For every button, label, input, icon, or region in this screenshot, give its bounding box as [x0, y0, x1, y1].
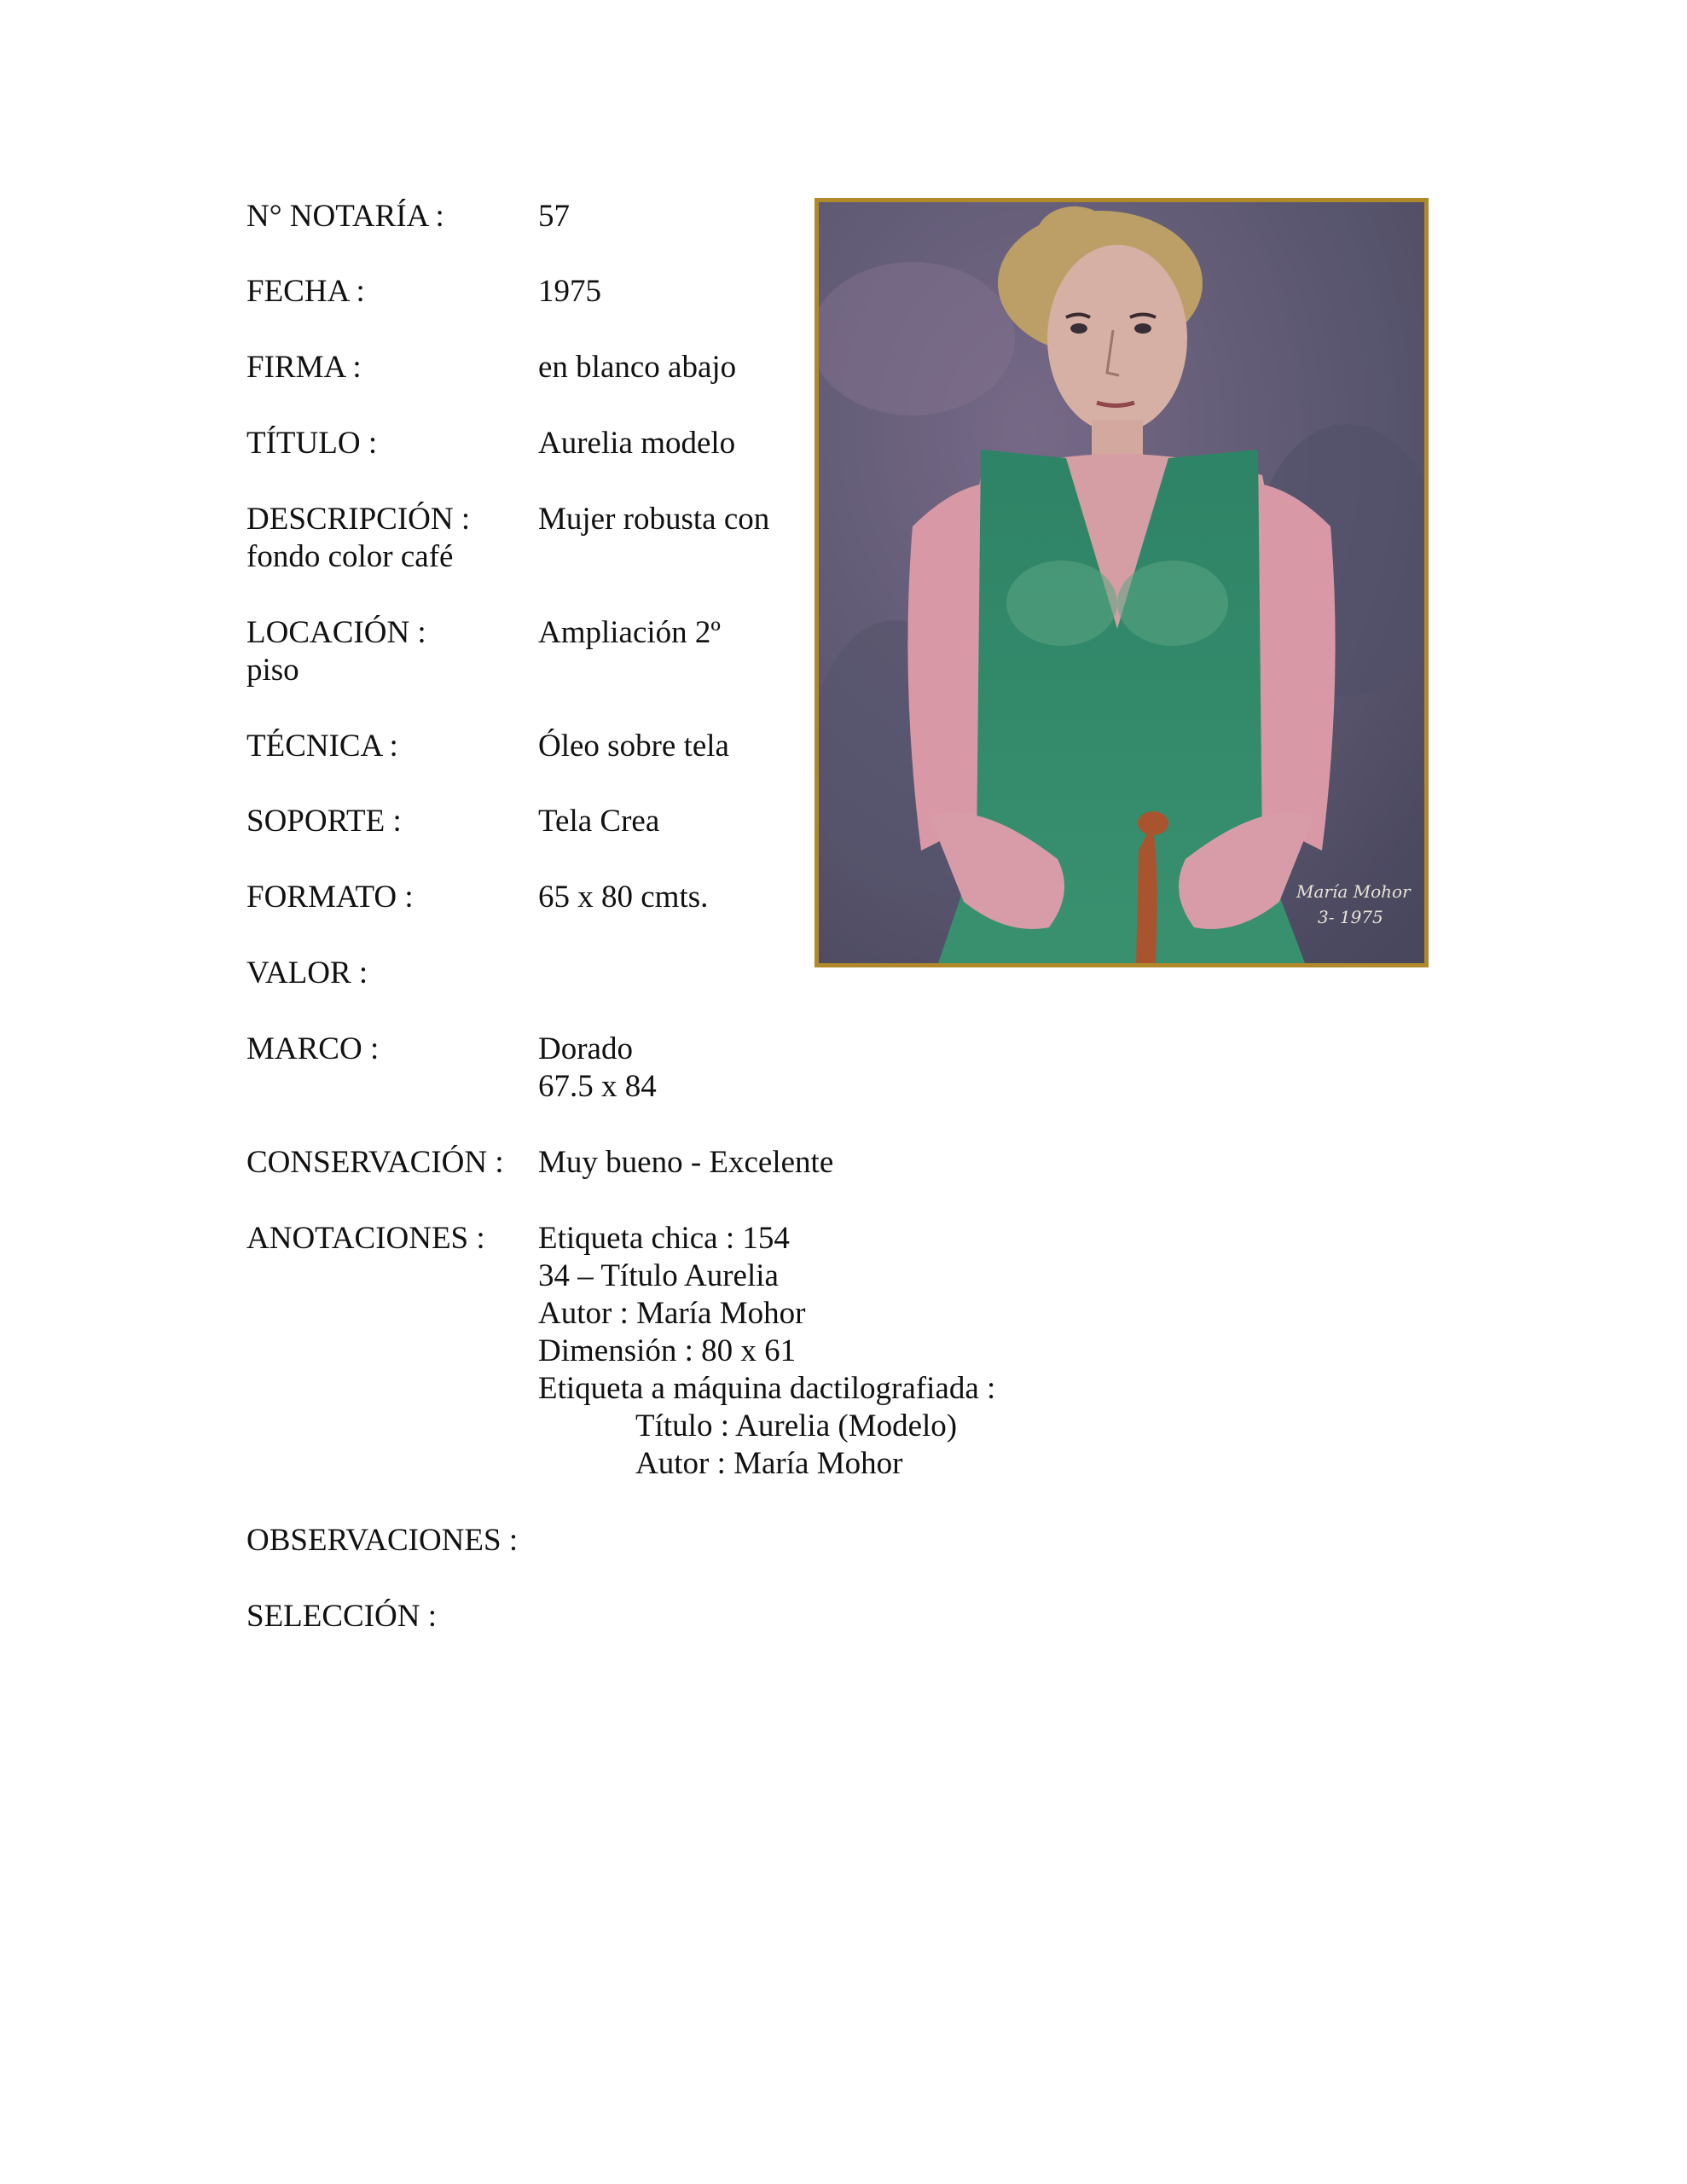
- field-value: Mujer robusta con: [538, 502, 770, 537]
- field-value: en blanco abajo: [538, 350, 737, 385]
- field-label: TÍTULO :: [246, 426, 378, 461]
- value-line: Etiqueta chica : 154: [538, 1221, 790, 1256]
- field-value: 65 x 80 cmts.: [538, 880, 709, 915]
- field-label: ANOTACIONES :: [246, 1221, 485, 1256]
- field-label: TÉCNICA :: [246, 729, 398, 764]
- field-value: [538, 1220, 995, 1483]
- field-value: Ampliación 2º: [538, 615, 721, 650]
- value-line: Etiqueta a máquina dactilografiada :: [538, 1371, 996, 1406]
- field-label: CONSERVACIÓN :: [246, 1145, 504, 1180]
- field-value: Muy bueno - Excelente: [538, 1145, 834, 1180]
- field-label: MARCO :: [246, 1031, 380, 1066]
- value-line-indented: Título : Aurelia (Modelo): [635, 1409, 958, 1443]
- field-value: [538, 1031, 657, 1106]
- field-label: SELECCIÓN :: [246, 1599, 438, 1634]
- field-label: DESCRIPCIÓN :: [246, 502, 471, 537]
- painting-signature: María Mohor: [1296, 881, 1411, 902]
- field-label: LOCACIÓN :: [246, 615, 426, 650]
- painting-photo: [815, 198, 1429, 967]
- painting-signature-date: 3- 1975: [1318, 907, 1383, 927]
- field-continuation: fondo color café: [246, 539, 454, 574]
- field-label: FIRMA :: [246, 350, 362, 385]
- field-value: Tela Crea: [538, 804, 660, 839]
- value-line: Autor : María Mohor: [538, 1296, 806, 1331]
- field-value: Aurelia modelo: [538, 426, 736, 461]
- field-label: SOPORTE :: [246, 804, 402, 839]
- value-line: 34 – Título Aurelia: [538, 1258, 779, 1293]
- field-label: N° NOTARÍA :: [246, 199, 444, 234]
- field-continuation: piso: [246, 653, 299, 688]
- value-line: 67.5 x 84: [538, 1069, 657, 1104]
- field-label: VALOR :: [246, 956, 368, 990]
- field-value: 1975: [538, 274, 601, 309]
- field-value: Óleo sobre tela: [538, 729, 729, 764]
- field-label: FECHA :: [246, 274, 365, 309]
- value-line: Dimensión : 80 x 61: [538, 1333, 797, 1368]
- value-line-indented: Autor : María Mohor: [635, 1446, 903, 1481]
- field-value: 57: [538, 199, 570, 234]
- field-label: OBSERVACIONES :: [246, 1523, 519, 1558]
- field-label: FORMATO :: [246, 880, 414, 915]
- value-line: Dorado: [538, 1031, 633, 1066]
